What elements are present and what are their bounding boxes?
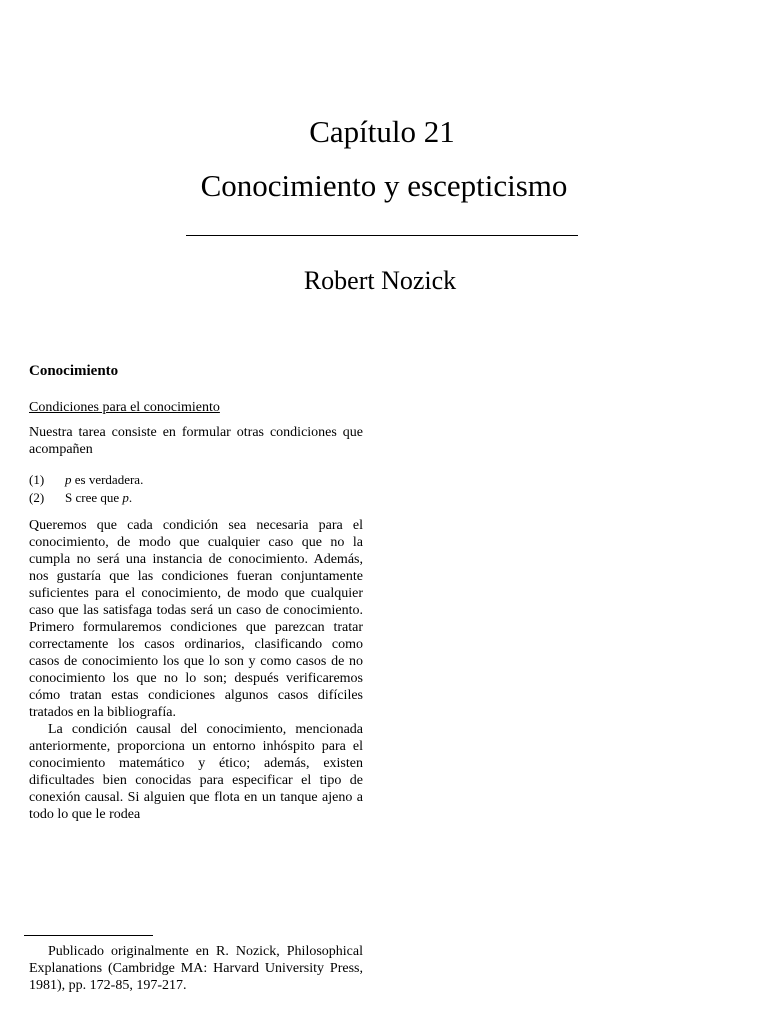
body-paragraph: Queremos que cada condición sea necesaria para el conocimiento, de modo que cualquier caso que no la cumpla no será una instancia de conocimiento. Además, nos gustaría que las condiciones fueran conjuntamente suficientes para el conocimiento, de modo que cualquier caso que las satisfaga todas será un caso de conocimiento. Primero formularemos condiciones que parezcan tratar correctamente los casos ordinarios, clasificando como casos de conocimiento los que lo son y como casos de no conocimiento los que no lo son; después verificaremos cómo tratan estas condiciones algunos casos difíciles tratados en la bibliografía.: [29, 518, 363, 720]
author-name: Robert Nozick: [303, 266, 457, 295]
condition-variable: p: [65, 472, 72, 487]
subsection-heading: Condiciones para el conocimiento: [29, 400, 220, 415]
condition-suffix: .: [128, 490, 133, 505]
intro-paragraph: Nuestra tarea consiste en formular otras condiciones que acompañen: [29, 425, 363, 457]
footnote-divider: [24, 935, 153, 936]
section-heading: Conocimiento: [29, 363, 119, 379]
condition-number: (1): [29, 472, 45, 487]
condition-number: (2): [29, 490, 45, 505]
body-paragraph: La condición causal del conocimiento, mencionada anteriormente, proporciona un entorno inhóspito para el conocimiento matemático y ético; además, existen dificultades bien conocidas para especificar el tipo de conexión causal. Si alguien que flota en un tanque ajeno a todo lo que le rodea: [29, 722, 363, 822]
chapter-title: Conocimiento y escepticismo: [200, 168, 568, 203]
chapter-label: Capítulo 21: [309, 114, 455, 149]
condition-item: [29, 489, 143, 507]
footnote: Publicado originalmente en R. Nozick, Philosophical Explanations (Cambridge MA: Harvard University Press, 1981), pp. 172-85, 197-217.: [29, 944, 363, 993]
body-text: [29, 517, 363, 823]
condition-variable: p: [122, 490, 129, 505]
condition-item: [29, 471, 143, 489]
title-divider: [186, 235, 578, 236]
condition-predicate: es verdadera.: [71, 472, 144, 487]
conditions-list: [29, 471, 143, 507]
condition-text: [65, 471, 143, 489]
condition-text: [65, 489, 132, 507]
condition-prefix: S cree que: [65, 490, 123, 505]
